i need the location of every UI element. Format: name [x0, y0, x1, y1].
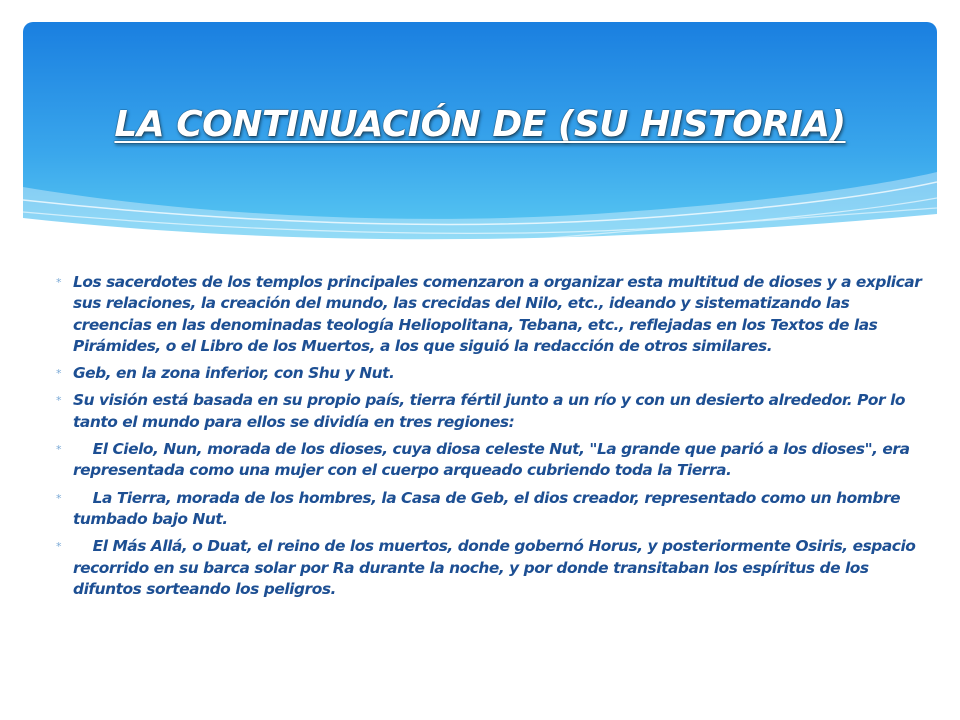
- slide-title: LA CONTINUACIÓN DE (SU HISTORIA): [114, 104, 846, 145]
- list-item: [56, 488, 932, 531]
- asterisk-bullet-icon: *: [56, 367, 62, 381]
- list-item: [56, 363, 932, 384]
- asterisk-bullet-icon: *: [56, 394, 62, 408]
- slide-header: [23, 22, 937, 262]
- bullet-text: Su visión está basada en su propio país, tierra fértil junto a un río y con un desierto alrededor. Por lo tanto el mundo para ellos se dividía en tres regiones:: [73, 391, 906, 431]
- asterisk-bullet-icon: *: [56, 540, 62, 554]
- list-item: [56, 390, 932, 433]
- asterisk-bullet-icon: *: [56, 276, 62, 289]
- asterisk-bullet-icon: *: [56, 443, 62, 457]
- bullet-list: [56, 272, 932, 606]
- asterisk-bullet-icon: *: [56, 491, 62, 505]
- bullet-text: Los sacerdotes de los templos principales comenzaron a organizar esta multitud de dioses y a explicar sus relaciones, la creación del mundo, las crecidas del Nilo, etc., ideando y sistematizando las creencias en las denominadas teología Heliopolitana, Tebana, etc., reflejadas en los Textos de las Pirámides, o el Libro de los Muertos, a los que siguió la redacción de otros similares.: [73, 273, 922, 355]
- bullet-text: El Más Allá, o Duat, el reino de los muertos, donde gobernó Horus, y posteriormente Osiris, espacio recorrido en su barca solar por Ra durante la noche, y por donde transitaban los espíritus de los difuntos sorteando los peligros.: [73, 537, 921, 598]
- list-item: [56, 272, 932, 357]
- bullet-text: El Cielo, Nun, morada de los dioses, cuya diosa celeste Nut, "La grande que parió a los dioses", era representada como una mujer con el cuerpo arqueado cubriendo toda la Tierra.: [73, 440, 915, 480]
- list-item: [56, 536, 932, 600]
- list-item: [56, 439, 932, 482]
- bullet-text: Geb, en la zona inferior, con Shu y Nut.: [73, 364, 395, 383]
- bullet-text: La Tierra, morada de los hombres, la Casa de Geb, el dios creador, representado como un hombre tumbado bajo Nut.: [73, 488, 906, 528]
